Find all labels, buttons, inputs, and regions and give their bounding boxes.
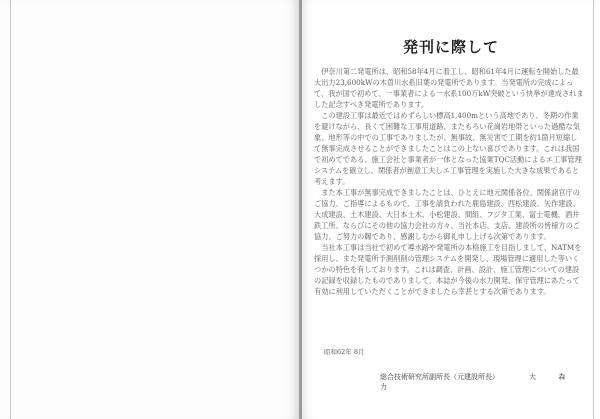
signature bbox=[380, 372, 600, 392]
paragraph-1: 伊奈川第二発電所は、昭和58年4月に着工し、昭和61年4月に運転を開始した最大出力23,600kWの木曽川水系旧葉の発電所であります。当発電所の完成によって、我が国で初めて、一事業者による一水系100万kW突破という快挙が達成されました記念すべき発電所であります。 bbox=[314, 67, 584, 109]
signature-organization: 総合技術研究所副所長（元建設所長） bbox=[380, 373, 499, 381]
paragraph-4: 当社本工事は当社で初めて導水路や発電所の本格施工を目指しまして、NATMを採用し、また発電所予測削削の管理システムを開発し、現場管理に適用した等いくつかの特色を有しております。これは調査、計画、設計、施工管理についての建設の記録を収録したものでありまして、本誌が今後の水力開発、保守管理にあたって有効に利用していただくことができましたら幸甚とする次第であります。 bbox=[314, 243, 582, 296]
paragraph-2: この建設工事は最近ではめずらしい標高1,400mという高地であり、冬期の作業を避けながら、長くて困難な工事用道路、またもろい花崗岩地帯といった過酷な気象、地形等の中での工事でありましたが、無事故、無災害で工期を約1箇月短縮して無事完成させることができましたことはこの上ない喜びであります。これは我国で初めてである、施工会社と事業者が一体となった協業TQC活動によるエ工事管理システムを確立し、関係者が創意工夫しエ工事管理を実施した大きな成果であると考えます。 bbox=[314, 111, 582, 186]
page-title: 発刊に際して bbox=[402, 38, 499, 56]
paragraph-3: また本工事が無事完成できましたことは、ひとえに地元関係各位、関係諸官庁のご協力、ご指導によるもので、工事を請負われた鹿島建設、西松建設、矢作建設、大成建設、土木建設、大日本土木、小松建設、間組、フジタ工業、富士電機、酒井鉄工所、ならびにその他の協力会社の方々、当社本店、支店、建設所の皆様方のご協力、ご努力の賜であり、感謝しむから御礼申し上げる次第であります。 bbox=[314, 187, 580, 241]
left-blank-page bbox=[0, 0, 299, 419]
signature-name: 大 森 力 bbox=[380, 373, 576, 391]
body-text bbox=[314, 67, 584, 298]
publication-date: 昭和62年 8月 bbox=[324, 348, 365, 356]
page-edge-line bbox=[593, 0, 594, 419]
page-edge-line bbox=[10, 0, 11, 419]
